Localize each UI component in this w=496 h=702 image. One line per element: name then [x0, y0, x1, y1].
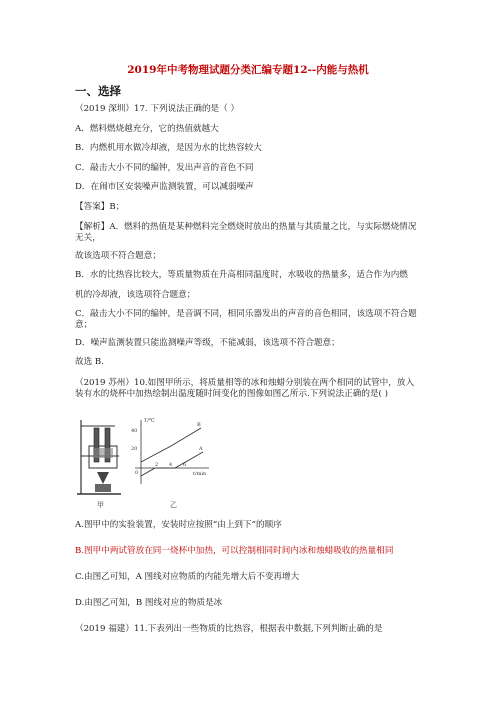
q17-analysis-b: B．水的比热容比较大，等质量物质在升高相同温度时，水吸收的热量多，适合作为内燃 — [75, 270, 408, 280]
x-axis-unit: t/min — [193, 471, 207, 477]
section-heading: 一、选择 — [75, 84, 121, 98]
q11-stem: （2019 福建）11.下表列出一些物质的比热容，根据表中数据,下列判断止确的是 — [75, 624, 383, 634]
x-tick-4: 4 — [169, 462, 173, 468]
q17-analysis-b-cont: 机的冷却液，该选项符合题意； — [75, 290, 196, 300]
q17-option-c: C．敲击大小不同的编钟，发出声音的音色不同 — [75, 163, 254, 173]
y-tick-0: 0 — [135, 470, 139, 476]
curve-a-label: A — [199, 446, 203, 452]
q10-option-a: A.图甲中的实验装置，安装时应按照“由上到下”的顺序 — [75, 520, 282, 530]
q17-analysis-d: D．噪声监测装置只能监测噪声等级，不能减弱，该选项不符合题意； — [75, 338, 340, 348]
y-tick-20: 20 — [131, 446, 138, 452]
figure-right-label: 乙 — [170, 501, 177, 509]
q10-option-b: B.图甲中两试管放在同一烧杯中加热，可以控制相同时间内冰和烛蜡吸收的热量相同 — [75, 546, 394, 556]
q17-option-a: A．燃料燃烧越充分，它的热值就越大 — [75, 124, 219, 134]
q17-option-b: B．内燃机用水做冷却液，是因为水的比热容较大 — [75, 143, 262, 153]
curve-b — [141, 428, 201, 462]
q17-conclusion: 故选 B. — [75, 357, 104, 367]
y-tick-40: 40 — [131, 428, 138, 434]
q10-figure — [75, 412, 215, 512]
q17-answer: 【答案】B； — [75, 202, 125, 212]
page-title: 2019年中考物理试题分类汇编专题12--内能与热机 — [127, 64, 369, 76]
apparatus-diagram — [77, 420, 121, 494]
q17-analysis-c: C．敲击大小不同的编钟，是音调不同，相同乐器发出的声音的音色相同，该选项不符合题意； — [75, 309, 417, 330]
q10-option-c: C.由图乙可知，A 图线对应物质的内能先增大后不变再增大 — [75, 572, 300, 582]
q17-stem: （2019 深圳）17. 下列说法正确的是（ ） — [75, 104, 240, 114]
q17-analysis-a: 【解析】A．燃料的热值是某种燃料完全燃烧时放出的热量与其质量之比，与实际燃烧情况无关， — [75, 222, 417, 243]
figure-left-label: 甲 — [97, 501, 104, 509]
x-tick-6: 6 — [183, 462, 187, 468]
q17-analysis-a-cont: 故该选项不符合题意； — [75, 251, 161, 261]
q10-option-d: D.由图乙可知，B 图线对应的物质是冰 — [75, 598, 223, 608]
q17-option-d: D．在闹市区安装噪声监测装置，可以减弱噪声 — [75, 182, 254, 192]
y-axis-unit: T/℃ — [144, 418, 155, 424]
curve-b-label: B — [197, 422, 201, 428]
x-tick-2: 2 — [155, 462, 159, 468]
temperature-graph — [131, 418, 209, 484]
q10-stem: （2019 苏州）10.如图甲所示，将质量相等的冰和烛蜡分别装在两个相同的试管中，放入装有水的烧杯中加热绘制出温度随时间变化的图像如图乙所示.下列说法正确的是( ) — [75, 378, 415, 399]
